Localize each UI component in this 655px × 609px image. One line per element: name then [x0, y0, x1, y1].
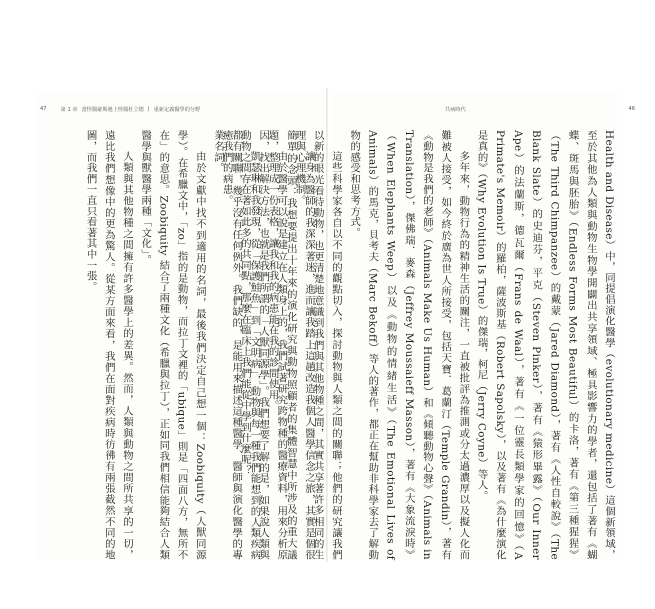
- body-paragraph: 凱瑟琳和我發現，從「保護鮭魚」到「文明病」，動物與每一種我們能想到的人類疾病都有關聯，幾乎沒有任何例外。我們缺的，是能用來描述這種醫學、醫師與演化醫學的專業名詞。: [211, 130, 261, 560]
- body-paragraph: 多年來，動物行為的精神生活的關注，一直被批評為推測或分太過濃厚以及擬人化而難被人接受，如今終於廣為世人所接受，包括天寶．葛蘭汀（Temple Grandin），著有《動物是我們的老師》（Animals Make Us Human）和《傾聽動物心聲》（Animals in Translation），傑佛瑞．麥森（Jeffrey Moussaieff Masson），著有《大象流淚時》（When Elephants Weep）以及《動物的情緒生活》（The Emotional Lives of Animals）的馬克，貝考夫（Marc Bekoff）等人的著作，都正在幫助非科學家去了解動物的感受和思考方式。: [348, 130, 470, 560]
- chapter-title: 當怪醫豪斯遇上怪醫杜立德: [81, 106, 144, 113]
- body-paragraph: 由於文獻中找不到適用的名詞，最後我們決定自己想一個：Zoobiquity（人獸同源學）。在希臘文中，「zo」指的是動物，而拉丁文裡的「ubique」則是「四面八方，無所不在」的意思。Zoobiquity 結合了兩種文化（希臘與拉丁），正如同我們相信能夠結合人類醫學與獸醫學兩種「文化」。: [139, 130, 206, 560]
- right-page-number: 46: [628, 106, 635, 112]
- body-paragraph: 由於醫學可以說是建立在人類身上的，我們試著研究跨物種的醫療資料，用來分析原因，找出解決方法，也就是我們所謂的「人獸同源學」。我們想要了解的是，如果說人類與動物之間存在著如此多的共同點，那麼在臨床上我們能從中學到什麼呢？: [238, 130, 288, 560]
- book-title: 共病時代: [445, 106, 466, 113]
- body-paragraph: Health and Disease）中，同提倡演化醫學（evolutionary medicine）這個新領域，至於其他為人類與動物生物學開闢出共享領域、極具影響力的學者，還包括了著有《蝴蝶、斑馬與胚胎》（Endless Forms Most Beautiful）的卡洛，著有《第三種猩猩》（The Third Chimpanzee）的戴蒙（Jared Diamond），著有《人性自較說》（The Blank Slate）的史迪芬，平克（Steven Pinker），著有《猿形畢露》（Our Inner Ape）的法蘭斯，德瓦爾（Frans de Waal），著有《一位靈長類學家的回憶》（A Primate's Memoir）的羅柏，薩波斯基（Robert Sapolsky），以及著有《為什麼演化是真的》（Why Evolution Is True）的傑瑞，柯尼（Jerry Coyne）等人。: [475, 130, 615, 560]
- chapter-subtitle: 重新定義醫學的分野: [153, 106, 201, 113]
- body-paragraph-tail: 癒我們的病患。: [220, 130, 233, 206]
- left-page-header: [40, 103, 280, 115]
- body-paragraph: 這些科學家各自以不同的觀點切入，探討動物與人類之間的關聯；他們的研究讓我們以新的眼光看待動物，也更清楚地意識到我們與其他物種之間，其實共享著許多相同的生理與心理機制。: [293, 130, 342, 560]
- header-separator: |: [147, 106, 150, 112]
- body-paragraph: 讓身為醫師的我深深著迷，進而讓我踏上這趟改造我個人醫學信念之旅，其實是個很簡單的念頭：我想要提出十年來的演化研究與動物照顧者的集體智慧中所涉及的重大議題，整理成一份表格，讓我和我的病患能在我的診間使用。: [266, 130, 315, 560]
- chapter-label: 第 1 章: [60, 106, 78, 113]
- right-page-header: [445, 103, 635, 115]
- left-page-number: 47: [40, 106, 47, 112]
- body-paragraph: 人類與其他物種之間擁有許多醫學上的差異。然而，人類與動物之間所共享的一切，遠比我們想像中的更為驚人。從某方面來看，我們在面對疾病時彷彿有兩張截然不同的地圖，而我們一直只看著其中一張。: [84, 130, 133, 560]
